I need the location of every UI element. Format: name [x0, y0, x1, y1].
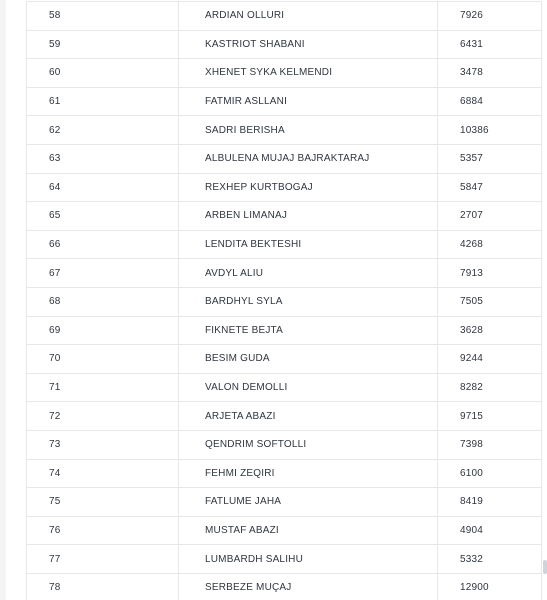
- results-table: [26, 1, 542, 600]
- vote-count-cell: 7398: [438, 430, 542, 459]
- vote-count-cell: 5847: [438, 173, 542, 202]
- table-row: [27, 430, 542, 459]
- candidate-name-cell: FATLUME JAHA: [179, 488, 438, 517]
- candidate-name-cell: ARDIAN OLLURI: [179, 2, 438, 31]
- table-row: [27, 345, 542, 374]
- row-number-cell: 65: [27, 202, 179, 231]
- row-number-cell: 58: [27, 2, 179, 31]
- candidate-name-cell: ALBULENA MUJAJ BAJRAKTARAJ: [179, 144, 438, 173]
- row-number-cell: 67: [27, 259, 179, 288]
- row-number-cell: 61: [27, 87, 179, 116]
- candidate-name-cell: LUMBARDH SALIHU: [179, 545, 438, 574]
- results-table-body: [27, 2, 542, 600]
- row-number-cell: 68: [27, 287, 179, 316]
- table-row: [27, 573, 542, 600]
- vote-count-cell: 4268: [438, 230, 542, 259]
- table-row: [27, 488, 542, 517]
- table-row: [27, 230, 542, 259]
- vote-count-cell: 2707: [438, 202, 542, 231]
- candidate-name-cell: MUSTAF ABAZI: [179, 516, 438, 545]
- candidate-name-cell: QENDRIM SOFTOLLI: [179, 430, 438, 459]
- table-row: [27, 59, 542, 88]
- table-row: [27, 116, 542, 145]
- candidate-name-cell: SERBEZE MUÇAJ: [179, 573, 438, 600]
- candidate-name-cell: KASTRIOT SHABANI: [179, 30, 438, 59]
- vote-count-cell: 9244: [438, 345, 542, 374]
- results-table-container: [26, 1, 541, 600]
- row-number-cell: 77: [27, 545, 179, 574]
- candidate-name-cell: SADRI BERISHA: [179, 116, 438, 145]
- table-row: [27, 2, 542, 31]
- row-number-cell: 73: [27, 430, 179, 459]
- vote-count-cell: 8282: [438, 373, 542, 402]
- candidate-name-cell: BESIM GUDA: [179, 345, 438, 374]
- candidate-name-cell: BARDHYL SYLA: [179, 287, 438, 316]
- row-number-cell: 60: [27, 59, 179, 88]
- vote-count-cell: 7926: [438, 2, 542, 31]
- vote-count-cell: 6100: [438, 459, 542, 488]
- row-number-cell: 63: [27, 144, 179, 173]
- table-row: [27, 459, 542, 488]
- vote-count-cell: 6884: [438, 87, 542, 116]
- vote-count-cell: 8419: [438, 488, 542, 517]
- row-number-cell: 71: [27, 373, 179, 402]
- candidate-name-cell: XHENET SYKA KELMENDI: [179, 59, 438, 88]
- vote-count-cell: 5332: [438, 545, 542, 574]
- row-number-cell: 62: [27, 116, 179, 145]
- vote-count-cell: 7913: [438, 259, 542, 288]
- table-row: [27, 516, 542, 545]
- vote-count-cell: 3628: [438, 316, 542, 345]
- table-row: [27, 402, 542, 431]
- table-row: [27, 545, 542, 574]
- candidate-name-cell: FEHMI ZEQIRI: [179, 459, 438, 488]
- table-row: [27, 287, 542, 316]
- candidate-name-cell: LENDITA BEKTESHI: [179, 230, 438, 259]
- vote-count-cell: 3478: [438, 59, 542, 88]
- row-number-cell: 72: [27, 402, 179, 431]
- candidate-name-cell: VALON DEMOLLI: [179, 373, 438, 402]
- row-number-cell: 59: [27, 30, 179, 59]
- vote-count-cell: 6431: [438, 30, 542, 59]
- row-number-cell: 64: [27, 173, 179, 202]
- table-row: [27, 173, 542, 202]
- row-number-cell: 69: [27, 316, 179, 345]
- table-row: [27, 144, 542, 173]
- vote-count-cell: 12900: [438, 573, 542, 600]
- vote-count-cell: 7505: [438, 287, 542, 316]
- row-number-cell: 78: [27, 573, 179, 600]
- left-gutter: [0, 0, 6, 600]
- table-row: [27, 30, 542, 59]
- candidate-name-cell: AVDYL ALIU: [179, 259, 438, 288]
- row-number-cell: 75: [27, 488, 179, 517]
- table-row: [27, 202, 542, 231]
- row-number-cell: 70: [27, 345, 179, 374]
- candidate-name-cell: FATMIR ASLLANI: [179, 87, 438, 116]
- vote-count-cell: 5357: [438, 144, 542, 173]
- scrollbar-thumb[interactable]: [543, 560, 547, 574]
- table-row: [27, 87, 542, 116]
- candidate-name-cell: REXHEP KURTBOGAJ: [179, 173, 438, 202]
- row-number-cell: 76: [27, 516, 179, 545]
- table-row: [27, 373, 542, 402]
- vote-count-cell: 9715: [438, 402, 542, 431]
- candidate-name-cell: ARJETA ABAZI: [179, 402, 438, 431]
- table-row: [27, 316, 542, 345]
- candidate-name-cell: FIKNETE BEJTA: [179, 316, 438, 345]
- vote-count-cell: 10386: [438, 116, 542, 145]
- vote-count-cell: 4904: [438, 516, 542, 545]
- row-number-cell: 74: [27, 459, 179, 488]
- table-row: [27, 259, 542, 288]
- candidate-name-cell: ARBEN LIMANAJ: [179, 202, 438, 231]
- row-number-cell: 66: [27, 230, 179, 259]
